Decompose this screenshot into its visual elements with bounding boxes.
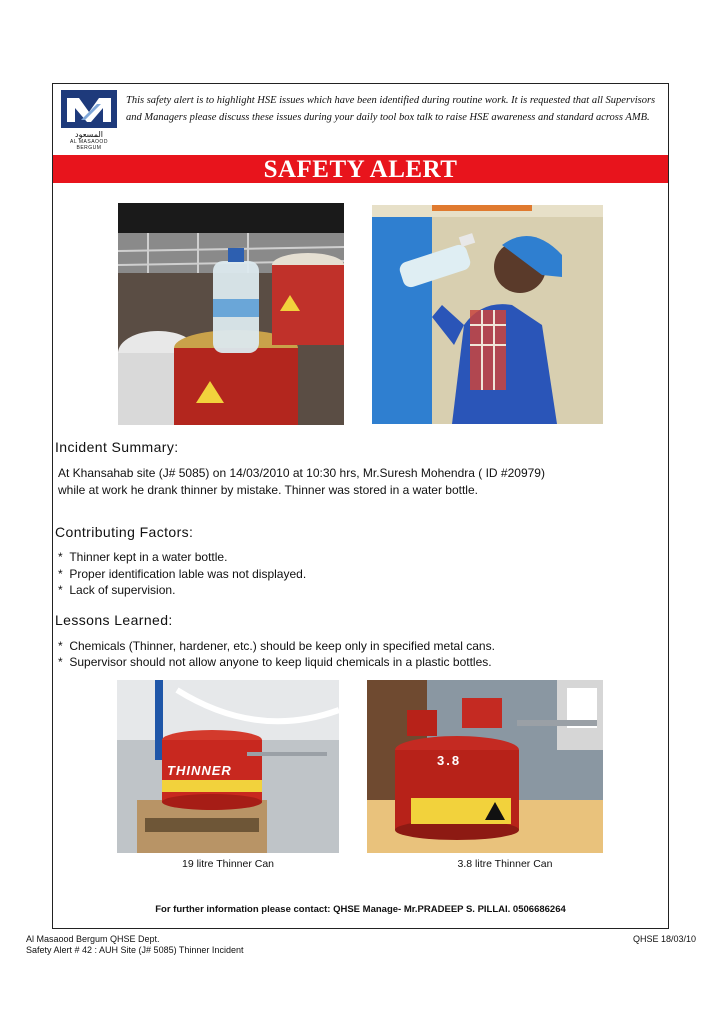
lesson-item: * Supervisor should not allow anyone to keep liquid chemicals in a plastic bottles. [58,655,492,669]
lesson-item: * Chemicals (Thinner, hardener, etc.) should be keep only in specified metal cans. [58,639,495,653]
safety-alert-banner: SAFETY ALERT [53,155,668,183]
contributing-factor-text: Proper identification lable was not displayed. [69,567,307,581]
footer-reference: Safety Alert # 42 : AUH Site (J# 5085) Thinner Incident [26,945,244,955]
photo-19-litre-can [117,680,339,853]
caption-3-8-litre: 3.8 litre Thinner Can [457,858,553,870]
incident-summary-heading: Incident Summary: [55,439,179,455]
photo-worker-drinking [372,205,603,424]
contributing-factor-item: * Proper identification lable was not displayed. [58,567,307,581]
contributing-factor-item: * Thinner kept in a water bottle. [58,550,228,564]
logo-arabic: المسعود [75,130,103,139]
contributing-factor-item: * Lack of supervision. [58,583,176,597]
intro-text: This safety alert is to highlight HSE issues which have been identified during routine work. It is requested that all Supervisors and Managers please discuss these issues during your daily tool box talk to raise HSE awareness and standard across AMB. [126,95,656,123]
company-logo [58,90,120,152]
lesson-text: Supervisor should not allow anyone to keep liquid chemicals in a plastic bottles. [69,655,492,669]
contributing-factors-heading: Contributing Factors: [55,524,194,540]
can-label-thinner: THINNER [167,763,232,778]
footer-date: QHSE 18/03/10 [633,934,697,944]
contributing-factor-text: Thinner kept in a water bottle. [69,550,228,564]
can-label-3-8: 3.8 [437,753,462,768]
logo-name: AL MASAOOD [70,139,108,145]
lessons-learned-heading: Lessons Learned: [55,612,173,628]
contact-line: For further information please contact: QHSE Manage- Mr.PRADEEP S. PILLAI. 0506686264 [155,904,566,915]
incident-summary-line-1: At Khansahab site (J# 5085) on 14/03/2010 at 10:30 hrs, Mr.Suresh Mohendra ( ID #20979) [58,466,545,480]
footer-dept: Al Masaood Bergum QHSE Dept. [26,934,160,944]
lesson-text: Chemicals (Thinner, hardener, etc.) should be keep only in specified metal cans. [69,639,495,653]
caption-19-litre: 19 litre Thinner Can [181,858,275,870]
logo-sub: BERGUM [76,145,102,151]
photo-bottle-on-drum [118,203,344,425]
contributing-factor-text: Lack of supervision. [69,583,176,597]
photo-3-8-litre-can [367,680,603,853]
logo-mark [61,90,117,128]
incident-summary-line-2: while at work he drank thinner by mistake. Thinner was stored in a water bottle. [58,483,478,497]
